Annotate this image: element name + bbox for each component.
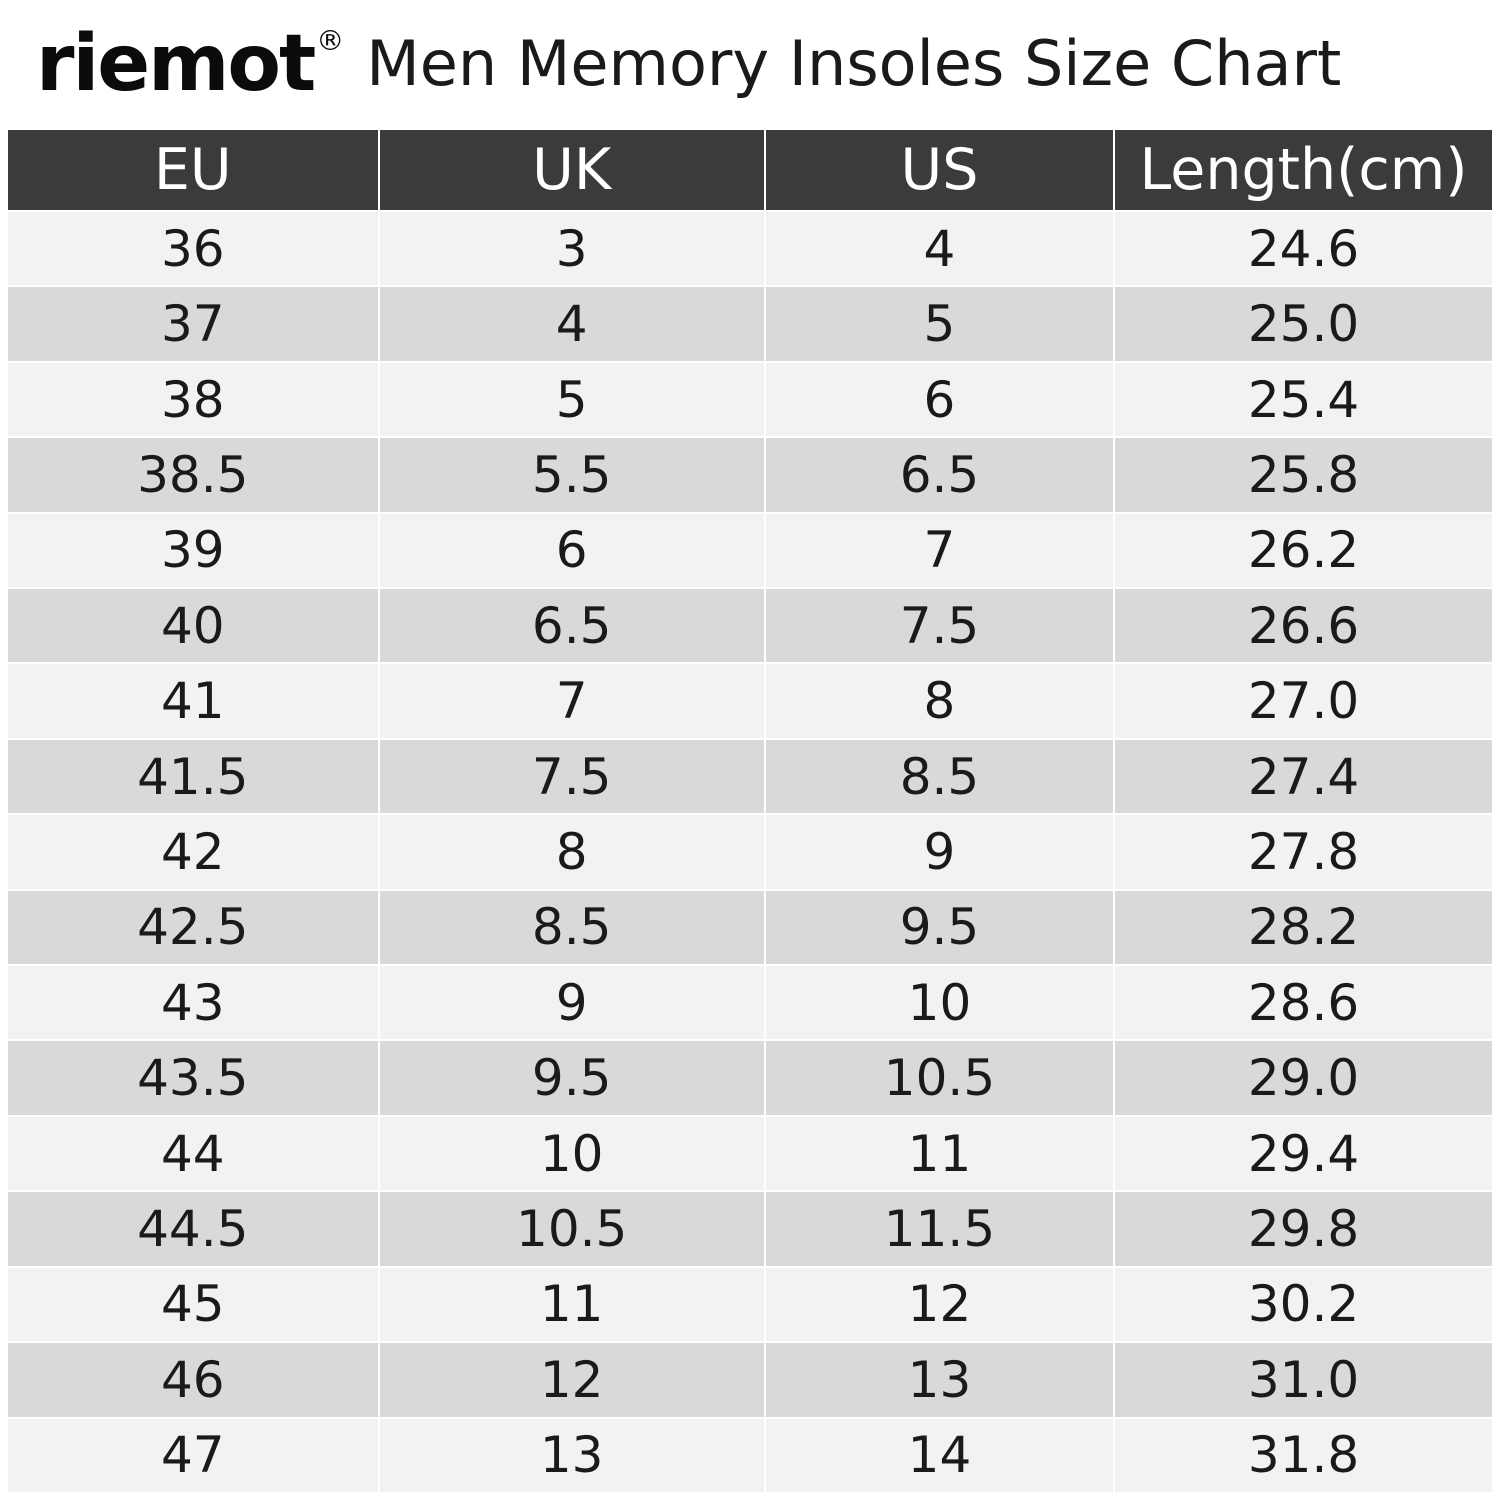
table-row	[7, 513, 1493, 588]
cell-uk: 12	[379, 1342, 765, 1417]
cell-us: 7	[765, 513, 1114, 588]
column-header-eu: EU	[7, 129, 379, 211]
cell-length: 25.8	[1114, 437, 1493, 512]
cell-eu: 40	[7, 588, 379, 663]
cell-eu: 46	[7, 1342, 379, 1417]
cell-uk: 6	[379, 513, 765, 588]
registered-trademark-icon: ®	[316, 24, 345, 57]
cell-length: 26.6	[1114, 588, 1493, 663]
cell-us: 10	[765, 965, 1114, 1040]
cell-uk: 10.5	[379, 1191, 765, 1266]
cell-us: 5	[765, 286, 1114, 361]
size-table-container	[0, 128, 1500, 1500]
cell-eu: 44	[7, 1116, 379, 1191]
chart-header	[0, 0, 1500, 128]
table-row	[7, 437, 1493, 512]
table-body	[7, 211, 1493, 1493]
cell-uk: 4	[379, 286, 765, 361]
cell-length: 24.6	[1114, 211, 1493, 286]
cell-eu: 47	[7, 1418, 379, 1494]
cell-us: 9	[765, 814, 1114, 889]
cell-us: 11	[765, 1116, 1114, 1191]
cell-us: 14	[765, 1418, 1114, 1494]
cell-length: 27.8	[1114, 814, 1493, 889]
table-header-row-group	[7, 129, 1493, 211]
cell-length: 29.8	[1114, 1191, 1493, 1266]
cell-uk: 11	[379, 1267, 765, 1342]
cell-length: 31.0	[1114, 1342, 1493, 1417]
table-row	[7, 362, 1493, 437]
cell-uk: 10	[379, 1116, 765, 1191]
cell-length: 26.2	[1114, 513, 1493, 588]
cell-length: 25.4	[1114, 362, 1493, 437]
cell-eu: 42.5	[7, 890, 379, 965]
cell-us: 8.5	[765, 739, 1114, 814]
cell-uk: 8	[379, 814, 765, 889]
cell-eu: 41.5	[7, 739, 379, 814]
cell-length: 28.2	[1114, 890, 1493, 965]
cell-eu: 37	[7, 286, 379, 361]
cell-length: 27.0	[1114, 663, 1493, 738]
cell-length: 30.2	[1114, 1267, 1493, 1342]
cell-uk: 8.5	[379, 890, 765, 965]
cell-uk: 7	[379, 663, 765, 738]
cell-us: 4	[765, 211, 1114, 286]
cell-eu: 42	[7, 814, 379, 889]
page-title: Men Memory Insoles Size Chart	[366, 27, 1342, 100]
cell-eu: 41	[7, 663, 379, 738]
cell-us: 6.5	[765, 437, 1114, 512]
cell-eu: 38.5	[7, 437, 379, 512]
cell-eu: 38	[7, 362, 379, 437]
brand-logo	[36, 19, 345, 109]
cell-uk: 9	[379, 965, 765, 1040]
column-header-us: US	[765, 129, 1114, 211]
cell-uk: 3	[379, 211, 765, 286]
cell-us: 12	[765, 1267, 1114, 1342]
column-header-uk: UK	[379, 129, 765, 211]
table-row	[7, 286, 1493, 361]
cell-eu: 43.5	[7, 1040, 379, 1115]
cell-uk: 9.5	[379, 1040, 765, 1115]
cell-us: 11.5	[765, 1191, 1114, 1266]
table-row	[7, 965, 1493, 1040]
cell-length: 28.6	[1114, 965, 1493, 1040]
table-row	[7, 1418, 1493, 1494]
cell-us: 8	[765, 663, 1114, 738]
cell-uk: 6.5	[379, 588, 765, 663]
cell-uk: 5	[379, 362, 765, 437]
table-row	[7, 890, 1493, 965]
table-header-row	[7, 129, 1493, 211]
cell-length: 25.0	[1114, 286, 1493, 361]
table-row	[7, 588, 1493, 663]
cell-eu: 43	[7, 965, 379, 1040]
table-row	[7, 211, 1493, 286]
cell-eu: 44.5	[7, 1191, 379, 1266]
cell-eu: 36	[7, 211, 379, 286]
column-header-length: Length(cm)	[1114, 129, 1493, 211]
cell-eu: 39	[7, 513, 379, 588]
size-chart-table	[6, 128, 1494, 1494]
cell-uk: 5.5	[379, 437, 765, 512]
table-row	[7, 1342, 1493, 1417]
cell-uk: 13	[379, 1418, 765, 1494]
cell-length: 29.4	[1114, 1116, 1493, 1191]
cell-length: 29.0	[1114, 1040, 1493, 1115]
cell-us: 9.5	[765, 890, 1114, 965]
cell-length: 27.4	[1114, 739, 1493, 814]
cell-us: 7.5	[765, 588, 1114, 663]
cell-us: 6	[765, 362, 1114, 437]
brand-name: riemot	[36, 19, 315, 109]
cell-length: 31.8	[1114, 1418, 1493, 1494]
table-row	[7, 663, 1493, 738]
cell-eu: 45	[7, 1267, 379, 1342]
table-row	[7, 1191, 1493, 1266]
table-row	[7, 1040, 1493, 1115]
table-row	[7, 739, 1493, 814]
cell-us: 13	[765, 1342, 1114, 1417]
cell-us: 10.5	[765, 1040, 1114, 1115]
table-row	[7, 1116, 1493, 1191]
table-row	[7, 814, 1493, 889]
table-row	[7, 1267, 1493, 1342]
cell-uk: 7.5	[379, 739, 765, 814]
